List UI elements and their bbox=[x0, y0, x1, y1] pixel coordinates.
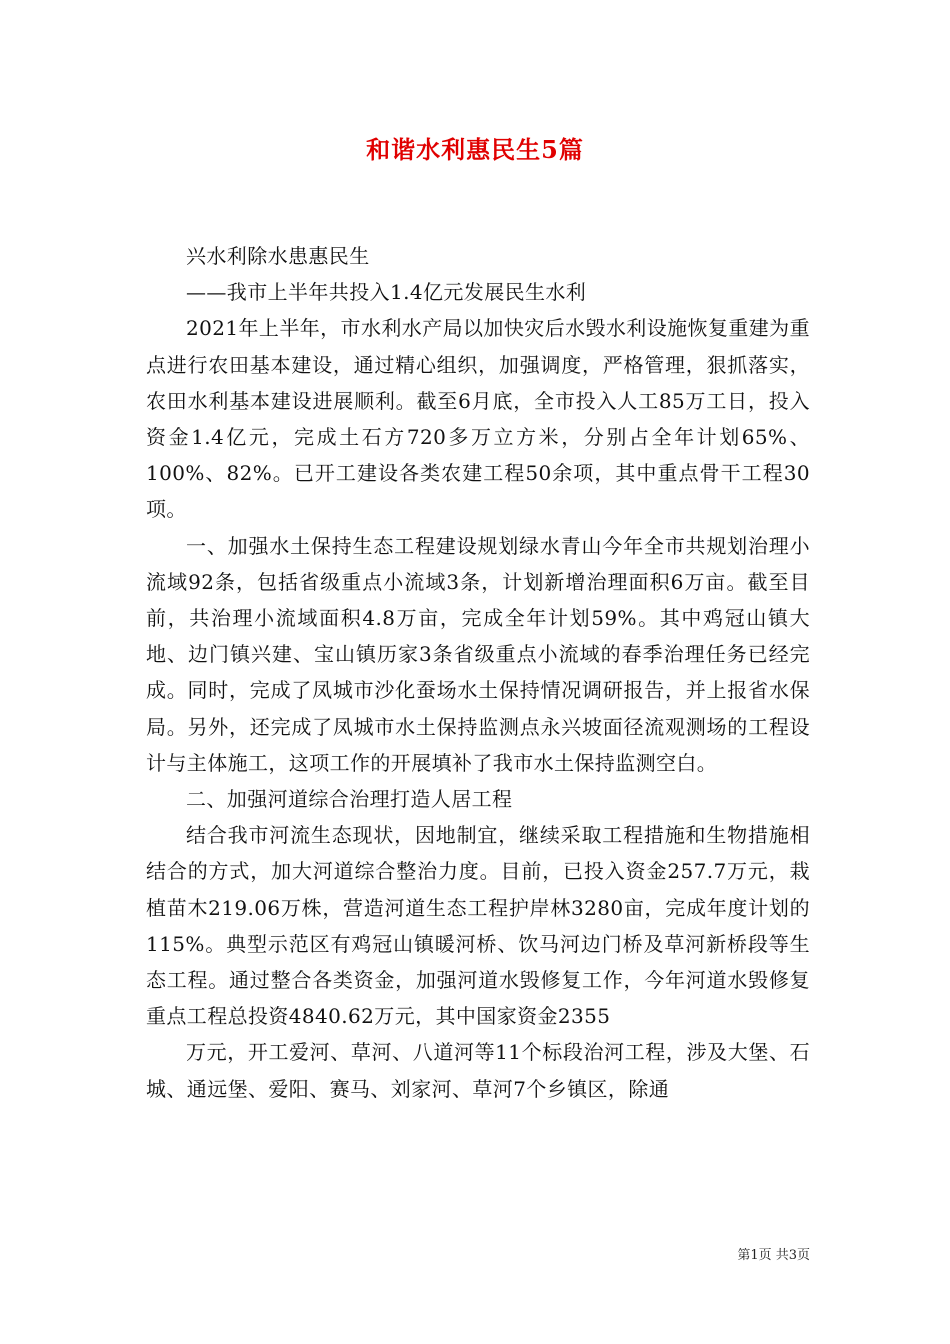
paragraph: 一、加强水土保持生态工程建设规划绿水青山今年全市共规划治理小流域92条，包括省级重点小流域3条，计划新增治理面积6万亩。截至目前，共治理小流域面积4.8万亩，完成全年计划59%。其中鸡冠山镇大地、边门镇兴建、宝山镇历家3条省级重点小流域的春季治理任务已经完成。同时，完成了凤城市沙化蚕场水土保持情况调研报告，并上报省水保局。另外，还完成了凤城市水土保持监测点永兴坡面径流观测场的工程设计与主体施工，这项工作的开展填补了我市水土保持监测空白。 bbox=[146, 533, 810, 775]
document-body bbox=[146, 238, 810, 1107]
document-title: 和谐水利惠民生5篇 bbox=[366, 135, 584, 164]
page-number-footer: 第1页 共3页 bbox=[737, 1248, 810, 1263]
section-heading: 兴水利除水患惠民生 bbox=[186, 244, 370, 268]
section-subheading: ——我市上半年共投入1.4亿元发展民生水利 bbox=[186, 280, 587, 305]
paragraph: 万元，开工爱河、草河、八道河等11个标段治河工程，涉及大堡、石城、通远堡、爱阳、赛马、刘家河、草河7个乡镇区，除通 bbox=[146, 1040, 810, 1101]
paragraph: 结合我市河流生态现状，因地制宜，继续采取工程措施和生物措施相结合的方式，加大河道综合整治力度。目前，已投入资金257.7万元，栽植苗木219.06万株，营造河道生态工程护岸林3280亩，完成年度计划的115%。典型示范区有鸡冠山镇暖河桥、饮马河边门桥及草河新桥段等生态工程。通过整合各类资金，加强河道水毁修复工作，今年河道水毁修复重点工程总投资4840.62万元，其中国家资金2355 bbox=[146, 823, 810, 1029]
section-heading: 二、加强河道综合治理打造人居工程 bbox=[186, 787, 513, 812]
paragraph: 2021年上半年，市水利水产局以加快灾后水毁水利设施恢复重建为重点进行农田基本建设，通过精心组织，加强调度，严格管理，狠抓落实，农田水利基本建设进展顺利。截至6月底，全市投入人工85万工日，投入资金1.4亿元，完成土石方720多万立方米，分别占全年计划65%、100%、82%。已开工建设各类农建工程50余项，其中重点骨干工程30项。 bbox=[146, 316, 810, 522]
